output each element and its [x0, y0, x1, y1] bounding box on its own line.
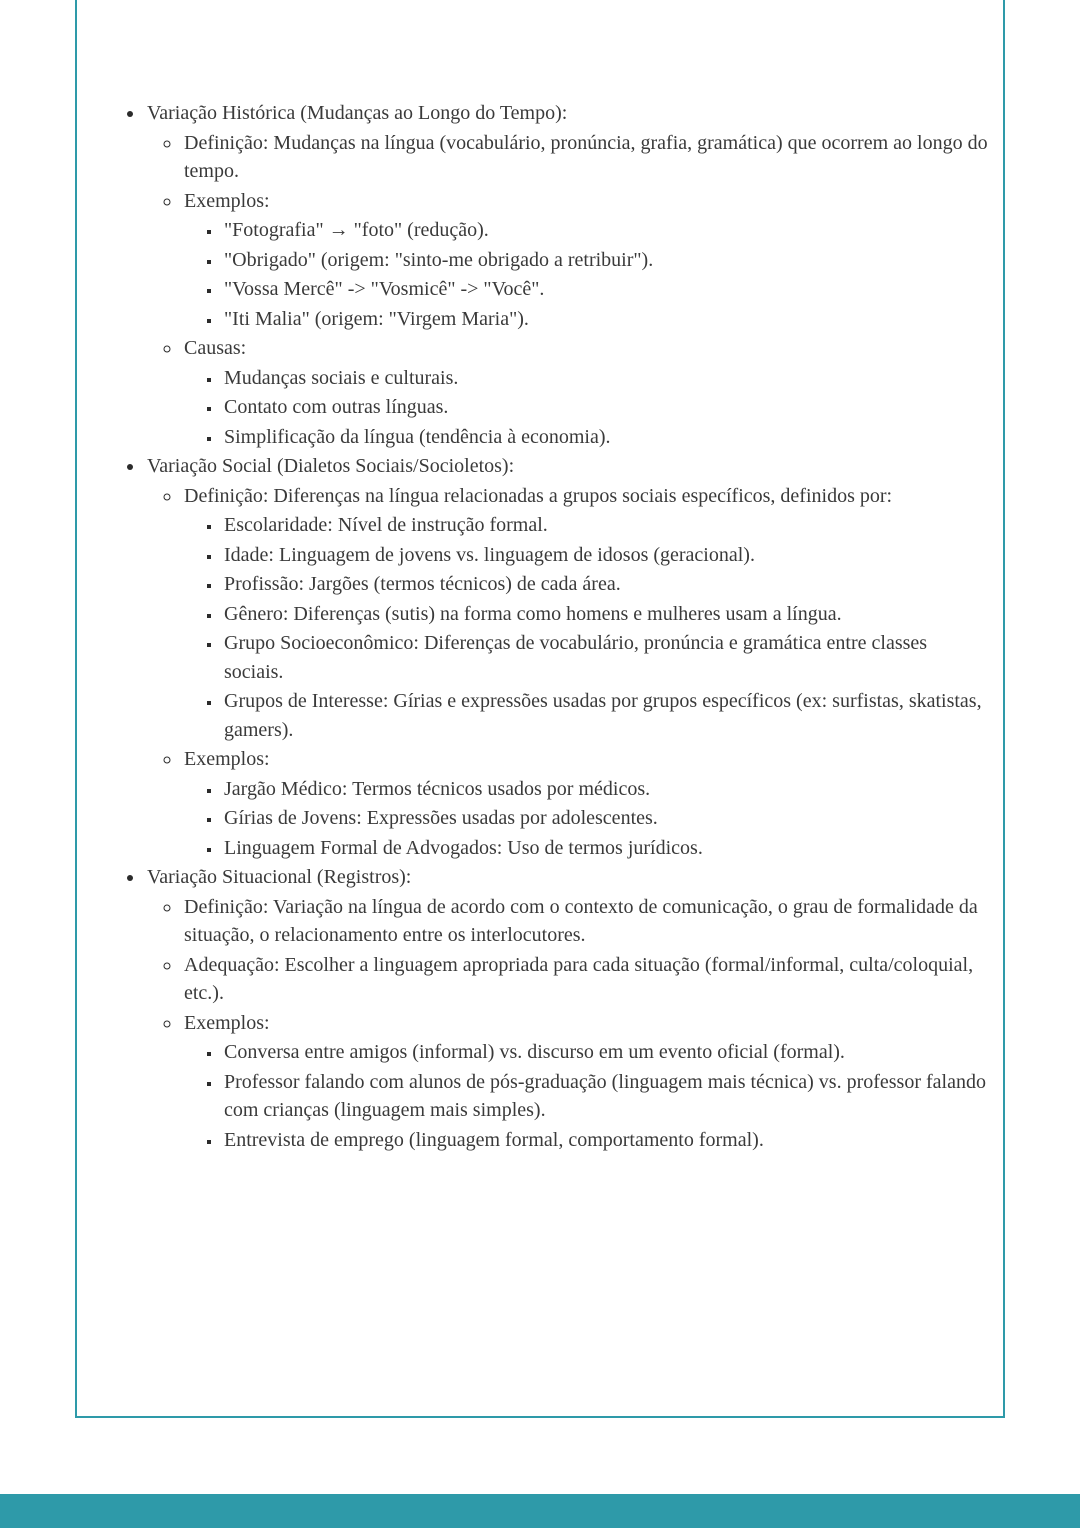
outline-item-text: "Vossa Mercê" -> "Vosmicê" -> "Você".: [224, 278, 545, 300]
outline-item-level-3: [222, 305, 989, 334]
outline-item-level-3: [222, 393, 989, 422]
outline-item-level-2: [182, 745, 989, 862]
outline-item-level-3: [222, 511, 989, 540]
outline-item-level-3: [222, 629, 989, 686]
outline-item-level-2: [182, 1009, 989, 1155]
outline-list-level-3: [184, 364, 989, 452]
outline-item-text: Variação Social (Dialetos Sociais/Socioletos):: [147, 455, 515, 477]
outline-item-text: "Obrigado" (origem: "sinto-me obrigado a retribuir").: [224, 248, 654, 271]
outline-item-level-3: [222, 570, 989, 599]
outline-list-level-1: [99, 99, 989, 1154]
outline-item-text: Escolaridade: Nível de instrução formal.: [224, 514, 548, 536]
outline-item-text: Adequação: Escolher a linguagem apropriada para cada situação (formal/informal, culta/coloquial, etc.).: [184, 953, 974, 1004]
outline-root: [99, 99, 989, 1154]
outline-item-level-2: [182, 334, 989, 451]
outline-item-text: Exemplos:: [184, 189, 270, 212]
outline-item-level-3: [222, 246, 989, 275]
outline-item-level-3: [222, 275, 989, 304]
outline-item-text: Idade: Linguagem de jovens vs. linguagem de idosos (geracional).: [224, 543, 755, 566]
outline-item-level-2: [182, 893, 989, 950]
outline-item-level-1: [145, 99, 989, 451]
outline-item-text: Conversa entre amigos (informal) vs. discurso em um evento oficial (formal).: [224, 1041, 845, 1063]
outline-item-text: Profissão: Jargões (termos técnicos) de cada área.: [224, 573, 621, 595]
outline-item-level-3: [222, 1038, 989, 1067]
outline-item-level-3: [222, 1126, 989, 1155]
outline-item-text: Variação Histórica (Mudanças ao Longo do Tempo):: [147, 102, 568, 124]
outline-list-level-2: [147, 482, 989, 863]
outline-item-level-3: [222, 600, 989, 629]
outline-list-level-2: [147, 893, 989, 1155]
outline-item-level-3: [222, 834, 989, 863]
outline-item-level-2: [182, 951, 989, 1008]
outline-item-level-3: [222, 423, 989, 452]
outline-item-level-3: [222, 687, 989, 744]
outline-item-text: Exemplos:: [184, 748, 270, 770]
outline-item-text: Simplificação da língua (tendência à economia).: [224, 425, 611, 448]
outline-item-text: Contato com outras línguas.: [224, 396, 449, 418]
outline-item-text: Gênero: Diferenças (sutis) na forma como homens e mulheres usam a língua.: [224, 602, 842, 625]
outline-item-text: Grupos de Interesse: Gírias e expressões usadas por grupos específicos (ex: surfistas, skatistas, gamers).: [224, 690, 982, 741]
outline-item-text: Jargão Médico: Termos técnicos usados por médicos.: [224, 777, 651, 800]
outline-item-text: Professor falando com alunos de pós-graduação (linguagem mais técnica) vs. professor falando com crianças (linguagem mais simples).: [224, 1070, 986, 1121]
outline-item-text: Gírias de Jovens: Expressões usadas por adolescentes.: [224, 807, 658, 829]
outline-list-level-3: [184, 1038, 989, 1154]
outline-item-text: Exemplos:: [184, 1011, 270, 1034]
outline-item-text: Mudanças sociais e culturais.: [224, 366, 459, 389]
outline-item-text: Definição: Variação na língua de acordo com o contexto de comunicação, o grau de formalidade da situação, o relacionamento entre os interlocutores.: [184, 895, 978, 946]
outline-list-level-3: [184, 775, 989, 863]
outline-item-level-3: [222, 364, 989, 393]
outline-item-level-2: [182, 482, 989, 745]
outline-item-text: Definição: Mudanças na língua (vocabulário, pronúncia, grafia, gramática) que ocorrem ao longo do tempo.: [184, 131, 988, 182]
notes-outline: [99, 98, 989, 1155]
outline-item-level-3: [222, 1068, 989, 1125]
outline-item-level-3: [222, 541, 989, 570]
outline-item-text: Definição: Diferenças na língua relacionadas a grupos sociais específicos, definidos por:: [184, 484, 893, 507]
outline-list-level-2: [147, 129, 989, 452]
outline-item-level-2: [182, 129, 989, 186]
outline-item-level-3: [222, 775, 989, 804]
outline-item-text: "Iti Malia" (origem: "Virgem Maria").: [224, 307, 529, 330]
outline-item-level-3: [222, 804, 989, 833]
outline-item-text: Entrevista de emprego (linguagem formal, comportamento formal).: [224, 1128, 764, 1151]
footer-accent-bar: [0, 1494, 1080, 1528]
outline-item-text: Variação Situacional (Registros):: [147, 866, 412, 888]
outline-item-text: Grupo Socioeconômico: Diferenças de vocabulário, pronúncia e gramática entre classes sociais.: [224, 632, 928, 683]
outline-item-text: Causas:: [184, 337, 247, 359]
outline-list-level-3: [184, 511, 989, 744]
outline-item-level-1: [145, 452, 989, 862]
outline-list-level-3: [184, 216, 989, 333]
outline-item-level-1: [145, 863, 989, 1154]
outline-item-text: "Fotografia" → "foto" (redução).: [224, 219, 489, 241]
outline-item-text: Linguagem Formal de Advogados: Uso de termos jurídicos.: [224, 836, 703, 859]
outline-item-level-2: [182, 187, 989, 334]
outline-item-level-3: [222, 216, 989, 245]
